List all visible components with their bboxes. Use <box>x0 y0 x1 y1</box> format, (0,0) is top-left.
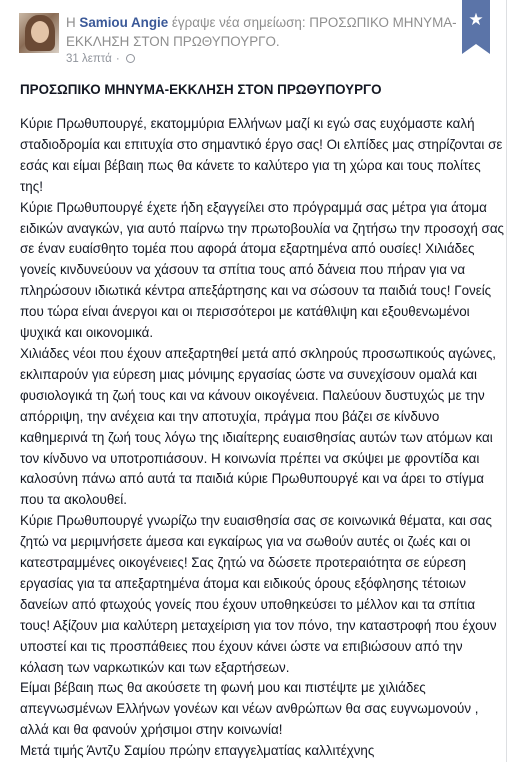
avatar[interactable] <box>19 13 59 53</box>
note-body <box>20 114 504 762</box>
star-icon: ★ <box>468 10 484 29</box>
paragraph: Κύριε Πρωθυπουργέ έχετε ήδη εξαγγείλει στο πρόγραμμά σας μέτρα για άτομα ειδικών αναγκών, για αυτό παίρνω την πρωτοβουλία να ζητήσω την προσοχή σας σε έναν ευαίσθητο τομέα που αφορά άτομα εξαρτημένα από ουσίες! Χιλιάδες γονείς κινδυνεύουν να χάσουν τα σπίτια τους από δάνεια που πήραν για να πληρώσουν ιδιωτικά κέντρα απεξάρτησης και να σώσουν τα παιδιά τους! Γονείς που τώρα είναι άνεργοι και οι περισσότεροι με κατάθλιψη και εξουθενωμένοι ψυχικά και οικονομικά. <box>20 199 505 341</box>
author-prefix: Η <box>66 15 80 30</box>
paragraph: Κύριε Πρωθυπουργέ γνωρίζω την ευαισθησία σας σε κοινωνικά θέματα, και σας ζητώ να μεριμνήσετε άμεσα και εγκαίρως για να σωθούν αυτές οι ζωές και οι κατεστραμμένες οικογένειες! Σας ζητώ να δώσετε προτεραιότητα σε εύρεση εργασίας για τα απεξαρτημένα άτομα και ειδικούς όρους εξόφλησης τέτοιων δανείων από φτωχούς γονείς που έχουν υποθηκεύσει το μέλλον και τα σπίτια τους! Αξίζουν μια καλύτερη μεταχείριση για τον πόνο, την καταστροφή που έχουν υποστεί και τις προσπάθειες που έχουν κάνει ώστε να επιβιώσουν από την κόλαση των ναρκωτικών και των εξαρτήσεων. <box>20 513 497 675</box>
post-header <box>0 0 518 72</box>
paragraph: Χιλιάδες νέοι που έχουν απεξαρτηθεί μετά από σκληρούς προσωπικούς αγώνες, εκλιπαρούν για εύρεση μιας μόνιμης εργασίας ώστε να συνεχίσουν ομαλά και φυσιολογικά τη ζωή τους και να κάνουν οικογένεια. Παλεύουν δυστυχώς με την απόρριψη, την ανέχεια και την αποτυχία, πράγμα που βάζει σε κίνδυνο καθημερινά τη ζωή τους λόγω της ιδιαίτερης ευαισθησίας αυτών των ατόμων και τον κίνδυνο να υποτροπιάσουν. Η κοινωνία πρέπει να σκύψει με φροντίδα και καλοσύνη πάνω από αυτά τα παιδιά κύριε Πρωθυπουργέ και να άρει το στίγμα που τα ακολουθεί. <box>20 345 497 508</box>
right-divider <box>506 0 507 762</box>
note-title: ΠΡΟΣΩΠΙΚΟ ΜΗΝΥΜΑ-ΕΚΚΛΗΣΗ ΣΤΟΝ ΠΡΩΘΥΠΟΥΡΓΟ <box>20 82 382 97</box>
paragraph: Είμαι βέβαιη πως θα ακούσετε τη φωνή μου και πιστέψτε με χιλιάδες απεγνωσμένων Ελλήνων γονέων και νέων ανθρώπων θα σας ευγνωμονούν , αλλά και θα φανούν χρήσιμοι στην κοινωνία! <box>20 680 479 738</box>
bookmark-ribbon[interactable] <box>462 0 490 44</box>
paragraph: Κύριε Πρωθυπουργέ, εκατομμύρια Ελλήνων μαζί κι εγώ σας ευχόμαστε καλή σταδιοδρομία και επιτυχία στο σημαντικό έργο σας! Οι ελπίδες μας στηρίζονται σε εσάς και είμαι βέβαιη πως θα κάνετε το καλύτερο για τη χώρα και τους πολίτες της! <box>20 116 503 194</box>
timestamp-link[interactable]: 31 λεπτά <box>66 53 112 65</box>
post-timestamp <box>66 53 135 65</box>
action-text[interactable]: έγραψε νέα σημείωση: ΠΡΟΣΩΠΙΚΟ ΜΗΝΥΜΑ-ΕΚΚΛΗΣΗ ΣΤΟΝ ΠΡΩΘΥΠΟΥΡΓΟ. <box>66 15 457 49</box>
avatar-face <box>31 21 49 43</box>
separator-dot: · <box>115 53 120 65</box>
post-headline <box>66 13 461 51</box>
author-link[interactable]: Samiou Angie <box>79 15 169 30</box>
globe-icon[interactable] <box>126 54 135 63</box>
signature: Μετά τιμής Άντζυ Σαμίου πρώην επαγγελματίας καλλιτέχνης <box>20 743 375 759</box>
